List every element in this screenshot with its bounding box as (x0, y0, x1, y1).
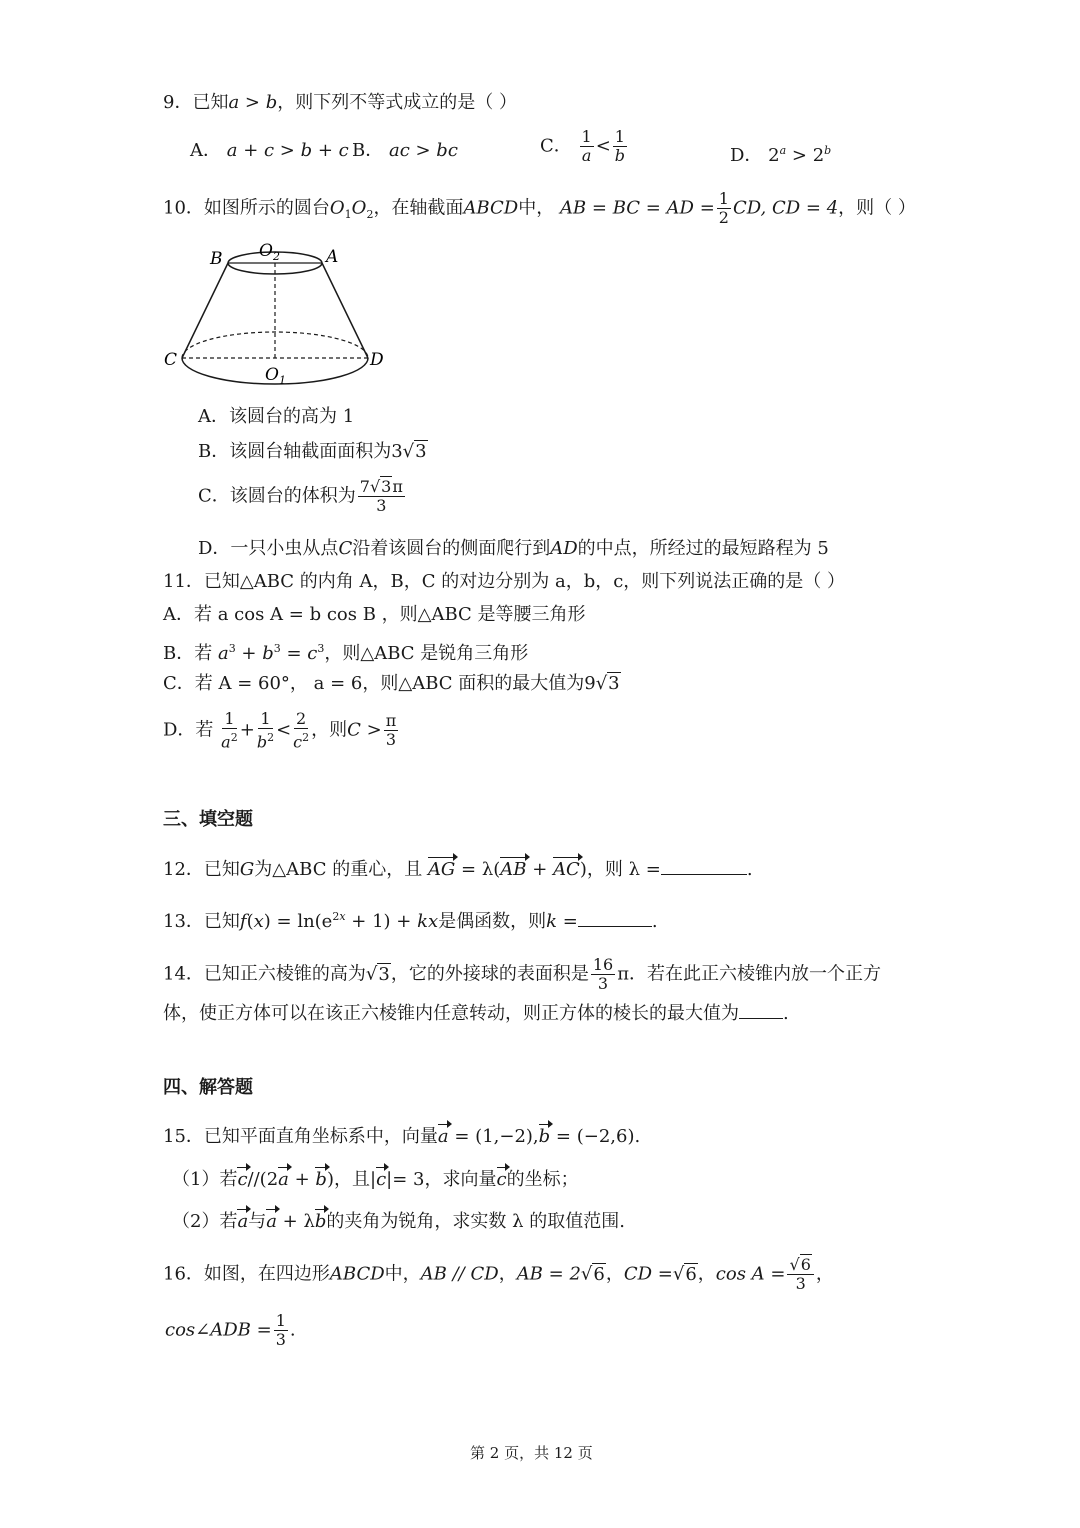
q9-option-c: C． $\frac{1}{a}$ < $\frac{1}{b}$ (540, 127, 626, 165)
q10-option-c: C．该圆台的体积为 $\frac{7√3\pi}{3}$ (198, 477, 403, 515)
edge-ad (322, 263, 368, 358)
section-solutions: 四、解答题 (163, 1077, 253, 1098)
q14-line1: 14．已知正六棱锥的高为√3，它的外接球的表面积是 $\frac{16}{3}$ π．若在此正六棱锥内放一个正方 (163, 955, 882, 993)
q15-part2: （2）若a与a + λb的夹角为锐角，求实数 λ 的取值范围. (172, 1211, 625, 1232)
q13-stem: 13．已知$f(x) = \ln(e^{2x} + 1)$ + kx是偶函数，则k = . (163, 910, 658, 932)
label-a: A (326, 247, 339, 267)
q9-stem: 9．已知a > b，则下列不等式成立的是（ ） (163, 92, 517, 113)
q11-option-d: D．若 $\frac{1}{a^2}$ + $\frac{1}{b^2}$ < $\frac{2}{c^2}$ ，则C > $\frac{\pi}{3}$ (163, 709, 397, 752)
q10-option-d: D．一只小虫从点C沿着该圆台的侧面爬行到AD的中点，所经过的最短路程为 5 (198, 538, 829, 559)
q15-part1: （1）若c//(2a + b)，且|c|= 3，求向量c的坐标； (172, 1169, 579, 1190)
frustum-figure (160, 238, 390, 388)
q16-line1: 16．如图，在四边形ABCD中，AB // CD，AB = 2√6，CD =√6，cos A = $\frac{√6}{3}$ ， (163, 1255, 834, 1293)
q12-stem: 12．已知G为△ABC 的重心，且 AG = λ(AB + AC)，则 λ = . (163, 859, 753, 880)
q14-blank[interactable] (739, 1002, 783, 1019)
q11-option-b: B．若 $a^3 + b^3 = c^3$，则△ABC 是锐角三角形 (163, 642, 529, 664)
label-o1: $O_1$ (265, 365, 286, 387)
q10-option-a: A．该圆台的高为 1 (198, 406, 355, 427)
q12-blank[interactable] (661, 858, 747, 875)
q11-option-c: C．若 A = 60°， a = 6，则△ABC 面积的最大值为9√3 (163, 673, 620, 694)
label-c: C (164, 350, 178, 370)
q9-option-d: D． $2^a > 2^b$ (730, 144, 832, 166)
page-footer: 第 2 页，共 12 页 (470, 1444, 593, 1462)
q11-stem: 11．已知△ABC 的内角 A，B，C 的对边分别为 a，b，c，则下列说法正确的是（ ） (163, 571, 846, 592)
q10-stem: 10．如图所示的圆台$O_1O_2$，在轴截面ABCD中， AB = BC = AD = $\frac{1}{2}$ CD, CD = 4，则（ ） (163, 189, 916, 227)
label-o2: $O_2$ (259, 241, 280, 263)
q16-line2: cos∠ADB = $\frac{1}{3}$ . (165, 1311, 296, 1349)
q11-option-a: A．若 a cos A = b cos B ，则△ABC 是等腰三角形 (163, 604, 586, 625)
q9-option-a: A． a + c > b + c (190, 140, 349, 161)
q9-option-b: B． ac > bc (352, 140, 458, 161)
label-b: B (210, 249, 223, 269)
q15-stem: 15．已知平面直角坐标系中，向量a = (1,−2),b = (−2,6). (163, 1126, 641, 1147)
q10-option-b: B．该圆台轴截面面积为3√3 (198, 441, 427, 462)
label-d: D (370, 350, 384, 370)
edge-bc (182, 263, 228, 358)
section-fill-in-blank: 三、填空题 (163, 809, 253, 830)
q14-line2: 体，使正方体可以在该正六棱锥内任意转动，则正方体的棱长的最大值为 . (163, 1003, 789, 1024)
q13-blank[interactable] (578, 910, 652, 927)
